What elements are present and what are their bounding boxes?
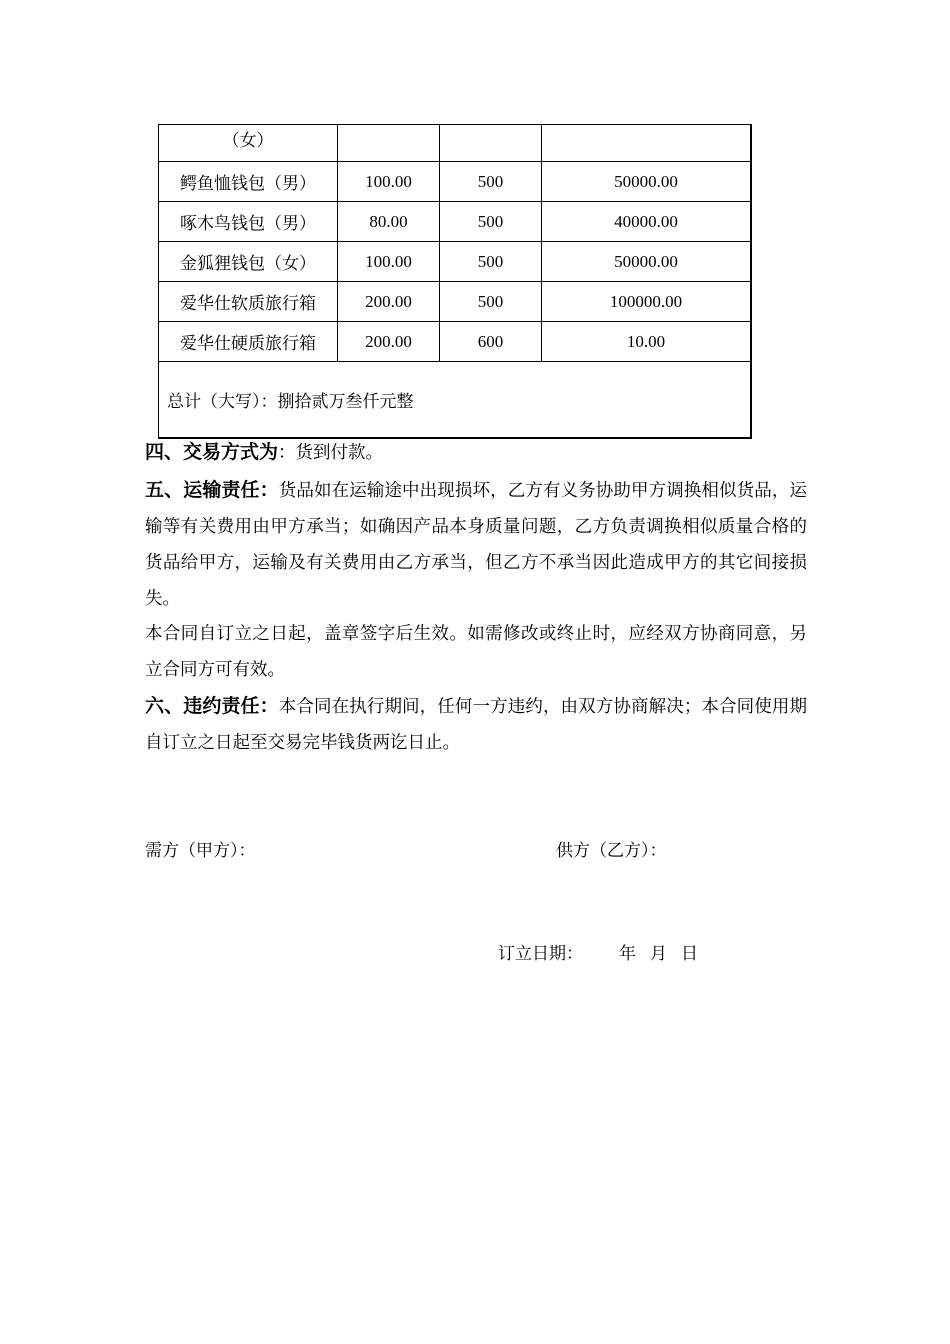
date-label: 订立日期： [498, 944, 583, 964]
table-cell-amount: 50000.00 [542, 162, 752, 202]
date-year: 年 [619, 944, 636, 964]
table-cell-qty: 500 [440, 242, 542, 282]
clause-four [145, 434, 807, 471]
buyer-signature-label: 需方（甲方）： [145, 841, 256, 861]
table-cell-price: 80.00 [338, 202, 440, 242]
table-cell-amount: 40000.00 [542, 202, 752, 242]
table-cell-price [338, 125, 440, 162]
table-row [159, 125, 752, 162]
signing-date [498, 939, 698, 964]
table-cell-name: 爱华仕硬质旅行箱 [159, 322, 338, 362]
goods-table-body [159, 125, 752, 439]
table-cell-amount: 100000.00 [542, 282, 752, 322]
table-cell-qty: 500 [440, 202, 542, 242]
table-cell-name: 金狐狸钱包（女） [159, 242, 338, 282]
seller-signature-label: 供方（乙方）： [556, 841, 667, 861]
clause-six-heading: 六、违约责任： [145, 695, 279, 717]
table-cell-name: 爱华仕软质旅行箱 [159, 282, 338, 322]
table-row [159, 242, 752, 282]
table-cell-amount: 50000.00 [542, 242, 752, 282]
clause-effect [145, 616, 807, 688]
clause-six [145, 688, 807, 761]
table-cell-amount [542, 125, 752, 162]
table-cell-price: 200.00 [338, 282, 440, 322]
table-cell-price: 200.00 [338, 322, 440, 362]
clause-four-heading: 四、交易方式为 [145, 441, 279, 463]
table-cell-amount: 10.00 [542, 322, 752, 362]
table-cell-name: （女） [159, 125, 338, 162]
table-total-cell: 总计（大写）：捌拾贰万叁仟元整 [159, 362, 752, 439]
table-cell-qty: 600 [440, 322, 542, 362]
table-row [159, 202, 752, 242]
table-row [159, 322, 752, 362]
table-cell-price: 100.00 [338, 242, 440, 282]
date-month: 月 [650, 944, 667, 964]
table-cell-qty [440, 125, 542, 162]
table-cell-qty: 500 [440, 282, 542, 322]
table-total-row [159, 362, 752, 439]
goods-table [158, 124, 752, 439]
clause-five-heading: 五、运输责任： [145, 479, 279, 501]
table-cell-name: 啄木鸟钱包（男） [159, 202, 338, 242]
clause-six-text: 本合同在执行期间，任何一方违约，由双方协商解决；本合同使用期自订立之日起至交易完毕钱货两讫日止。 [145, 697, 807, 753]
table-row [159, 162, 752, 202]
clause-four-text: ：货到付款。 [278, 443, 384, 463]
table-row [159, 282, 752, 322]
clause-five [145, 472, 807, 617]
table-cell-name: 鳄鱼恤钱包（男） [159, 162, 338, 202]
clause-five-text: 货品如在运输途中出现损坏，乙方有义务协助甲方调换相似货品，运输等有关费用由甲方承当；如确因产品本身质量问题，乙方负责调换相似质量合格的货品给甲方，运输及有关费用由乙方承当，但乙方不承当因此造成甲方的其它间接损失。 [145, 481, 807, 609]
clause-effect-text: 本合同自订立之日起，盖章签字后生效。如需修改或终止时，应经双方协商同意，另立合同方可有效。 [145, 624, 807, 680]
date-day: 日 [681, 944, 698, 964]
table-cell-qty: 500 [440, 162, 542, 202]
table-cell-price: 100.00 [338, 162, 440, 202]
